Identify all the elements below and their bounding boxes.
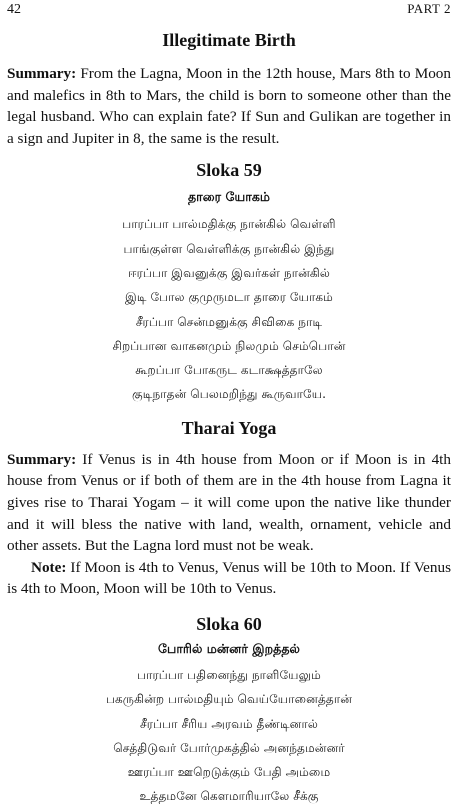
verse-line: கூறப்பா போகருட கடாக்ஷத்தாலே (135, 363, 323, 378)
verse-line: சீரப்பா சென்மனுக்கு சிவிகை நாடி (135, 314, 323, 329)
verse-line: ஊரப்பா ஊறெடுக்கும் பேதி அம்மை (127, 765, 331, 780)
verse-line: சீரப்பா சீரிய அரவம் தீண்டினால் (140, 716, 318, 731)
verse-line: பாரப்பா பால்மதிக்கு நான்கில் வெள்ளி (122, 217, 336, 232)
verse-line: பாரப்பா பதினைந்து நாளியேலும் (137, 667, 321, 682)
summary-tharai-yoga (7, 449, 451, 557)
verse-line: சிறப்பான வாகனமும் நிலமும் செம்பொன் (112, 338, 346, 353)
sloka-59-tamil-title: தாரை யோகம் (187, 189, 271, 205)
verse-line: பாங்குள்ள வெள்ளிக்கு நான்கில் இந்து (123, 241, 335, 256)
note-label: Note: (31, 558, 67, 576)
verse-line: உத்தமனே கௌமாரியாலே சீக்கு (139, 789, 319, 804)
verse-line: குடிநாதன் பெலமறிந்து கூருவாயே. (131, 387, 327, 402)
page-header (7, 0, 451, 23)
summary-illegitimate-birth (7, 63, 451, 149)
verse-line: செத்திடுவர் போர்முகத்தில் அனந்தமன்னர் (113, 740, 345, 755)
verse-line: பகருகின்ற பால்மதியும் வெய்யோனைத்தான் (105, 692, 353, 707)
sloka-60-title: Sloka 60 (196, 613, 262, 634)
page-number: 42 (7, 2, 21, 17)
verse-line: இடி போல குமுருமடா தாரை யோகம் (125, 290, 333, 305)
section-title-illegitimate-birth: Illegitimate Birth (162, 30, 296, 50)
part-label: PART 2 (407, 1, 451, 16)
summary-label: Summary: (7, 65, 77, 82)
sloka-60-tamil-title: போரில் மன்னர் இறத்தல் (158, 640, 300, 656)
summary-text: From the Lagna, Moon in the 12th house, Mars 8th to Moon and malefics in 8th to Mars, the child is born to someone other than the legal husband. Who can explain fate? If Sun and Gulikan are together in a sign and Jupiter in 8, the same is the result. (7, 65, 451, 147)
sloka-59-title: Sloka 59 (196, 160, 262, 181)
summary-label: Summary: (7, 450, 77, 468)
sloka-59-verse (7, 212, 451, 406)
summary-text: If Venus is in 4th house from Moon or if Moon is in 4th house from Venus or if both of them are in the 4th house from Lagna it gives rise to Tharai Yogam – it will come upon the native like thunder and it will bless the native with land, wealth, ornament, vehicle and other assets. But the Lagna lord must not be weak. (7, 450, 451, 555)
sloka-60-verse (7, 663, 451, 809)
verse-line: ஈரப்பா இவனுக்கு இவர்கள் நான்கில் (127, 265, 331, 280)
section-title-tharai-yoga: Tharai Yoga (181, 417, 277, 438)
note-text: If Moon is 4th to Venus, Venus will be 10th to Moon. If Venus is 4th to Moon, Moon will be 10th to Venus. (7, 558, 451, 598)
note-tharai-yoga (7, 557, 451, 600)
